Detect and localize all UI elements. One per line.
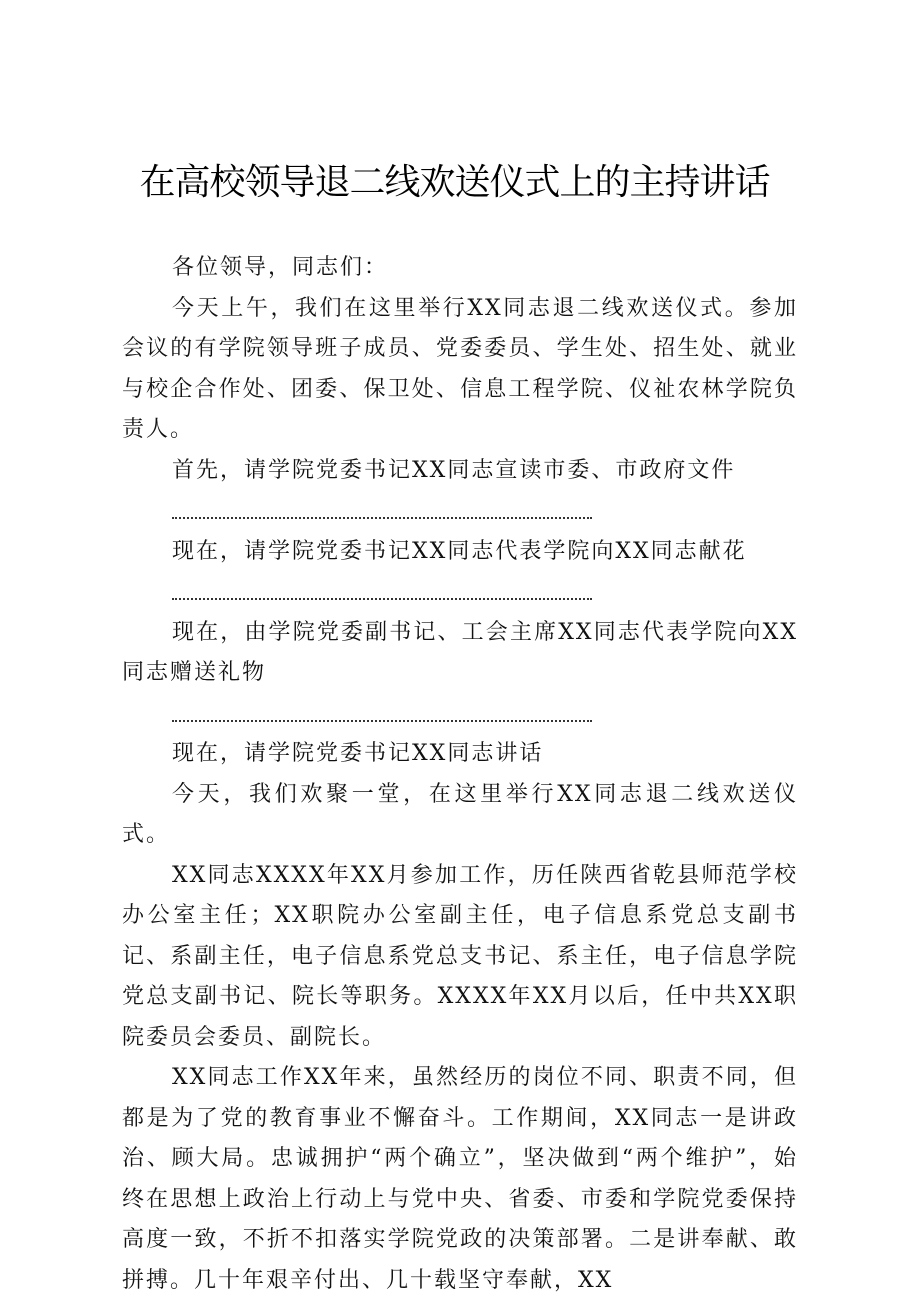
paragraph-opening: 今天上午，我们在这里举行XX同志退二线欢送仪式。参加会议的有学院领导班子成员、党委委员、学生处、招生处、就业与校企合作处、团委、保卫处、信息工程学院、仪祉农林学院负责人。 bbox=[122, 295, 798, 442]
paragraph-career: XX同志XXXX年XX月参加工作，历任陕西省乾县师范学校办公室主任；XX职院办公室副主任，电子信息系党总支副书记、系副主任，电子信息系党总支书记、系主任，电子信息学院党总支副书记、院长等职务。XXXX年XX月以后，任中共XX职院委员会委员、副院长。 bbox=[122, 862, 798, 1050]
document-title: 在高校领导退二线欢送仪式上的主持讲话 bbox=[139, 162, 770, 203]
paragraph-read-documents: 首先，请学院党委书记XX同志宣读市委、市政府文件 bbox=[172, 457, 736, 483]
paragraph-present-flowers: 现在，请学院党委书记XX同志代表学院向XX同志献花 bbox=[172, 538, 747, 564]
dotted-separator bbox=[122, 491, 798, 532]
document-body bbox=[122, 248, 798, 1301]
paragraph-gathering: 今天，我们欢聚一堂，在这里举行XX同志退二线欢送仪式。 bbox=[122, 781, 798, 847]
dotted-separator bbox=[122, 572, 798, 613]
paragraph-contributions: XX同志工作XX年来，虽然经历的岗位不同、职责不同，但都是为了党的教育事业不懈奋斗。工作期间，XX同志一是讲政治、顾大局。忠诚拥护“两个确立”，坚决做到“两个维护”，始终在思想上政治上行动上与党中央、省委、市委和学院党委保持高度一致，不折不扣落实学院党政的决策部署。二是讲奉献、敢拼搏。几十年艰辛付出、几十载坚守奉献，XX bbox=[122, 1065, 798, 1293]
paragraph-secretary-speech: 现在，请学院党委书记XX同志讲话 bbox=[172, 741, 544, 766]
dotted-separator bbox=[122, 694, 798, 735]
paragraph-salutation: 各位领导，同志们： bbox=[172, 255, 389, 280]
paragraph-present-gift: 现在，由学院党委副书记、工会主席XX同志代表学院向XX同志赠送礼物 bbox=[122, 619, 798, 685]
